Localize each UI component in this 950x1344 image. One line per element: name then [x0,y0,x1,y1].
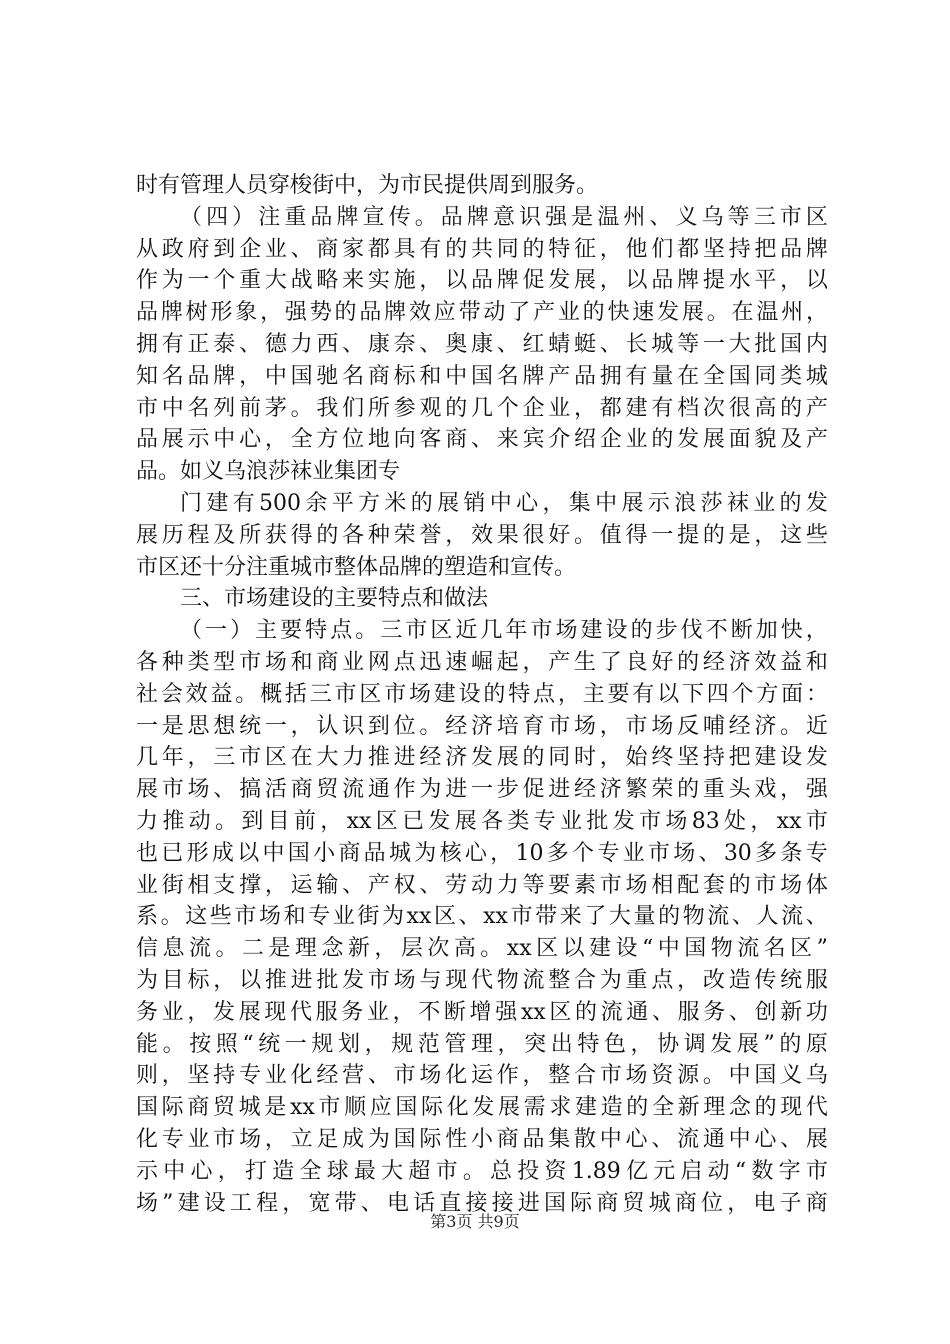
page-footer: 第3页 共9页 [430,1212,520,1231]
text-line: 展 历 程 及 所 获 得 的 各 种 荣 誉 ， 效 果 很 好 。 值 得 一 提 的 是 ， 这 些 [136,522,828,548]
text-line: 国 际 商 贸 城 是 xx 市 顺 应 国 际 化 发 展 需 求 建 造 的 全 新 理 念 的 现 代 [136,1095,828,1121]
text-line: 系 。 这 些 市 场 和 专 业 街 为 xx 区 、 xx 市 带 来 了 大 量 的 物 流 、 人 流 、 [136,904,828,930]
text-line: 信 息 流 。 二 是 理 念 新 ， 层 次 高 。 xx 区 以 建 设 “ 中 国 物 流 名 区 ” [136,936,828,962]
text-line: 力 推 动 。 到 目 前 ， xx 区 已 发 展 各 类 专 业 批 发 市 场 83 处 ， xx 市 [136,808,828,834]
text-line: 场 ” 建 设 工 程 ， 宽 带 、 电 话 直 接 接 进 国 际 商 贸 城 商 位 ， 电 子 商 [136,1190,828,1216]
text-line: 一 是 思 想 统 一 ， 认 识 到 位 。 经 济 培 育 市 场 ， 市 场 反 哺 经 济 。 近 [136,713,828,739]
text-line: 则 ， 坚 持 专 业 化 经 营 、 市 场 化 运 作 ， 整 合 市 场 资 源 。 中 国 义 乌 [136,1063,828,1089]
text-line: 也 已 形 成 以 中 国 小 商 品 城 为 核 心 ， 10 多 个 专 业 市 场 、 30 多 条 专 [136,840,828,866]
text-line: 品。如义乌浪莎袜业集团专 [136,459,401,485]
text-line: 几 年 ， 三 市 区 在 大 力 推 进 经 济 发 展 的 同 时 ， 始 终 坚 持 把 建 设 发 [136,745,828,771]
text-line: 业 街 相 支 撑 ， 运 输 、 产 权 、 劳 动 力 等 要 素 市 场 相 配 套 的 市 场 体 [136,872,828,898]
text-line: 三、市场建设的主要特点和做法 [180,586,489,612]
text-line: 示 中 心 ， 打 造 全 球 最 大 超 市 。 总 投 资 1.89 亿 元 启 动 “ 数 字 市 [136,1158,828,1184]
text-line: 知 名 品 牌 ， 中 国 驰 名 商 标 和 中 国 名 牌 产 品 拥 有 量 在 全 国 同 类 城 [136,363,828,389]
text-line: 品 展 示 中 心 ， 全 方 位 地 向 客 商 、 来 宾 介 绍 企 业 的 发 展 面 貌 及 产 [136,427,828,453]
text-line: 市 中 名 列 前 茅 。 我 们 所 参 观 的 几 个 企 业 ， 都 建 有 档 次 很 高 的 产 [136,395,828,421]
text-line: 时有管理人员穿梭街中，为市民提供周到服务。 [136,173,599,198]
text-line: 化 专 业 市 场 ， 立 足 成 为 国 际 性 小 商 品 集 散 中 心 、 流 通 中 心 、 展 [136,1126,828,1152]
text-line: 拥 有 正 泰 、 德 力 西 、 康 奈 、 奥 康 、 红 蜻 蜓 、 长 城 等 一 大 批 国 内 [136,331,828,357]
text-line: 社 会 效 益 。 概 括 三 市 区 市 场 建 设 的 特 点 ， 主 要 有 以 下 四 个 方 面 ： [136,681,828,707]
text-line: 展 市 场 、 搞 活 商 贸 流 通 作 为 进 一 步 促 进 经 济 繁 荣 的 重 头 戏 ， 强 [136,777,828,803]
text-line: 品 牌 树 形 象 ， 强 势 的 品 牌 效 应 带 动 了 产 业 的 快 速 发 展 。 在 温 州 ， [136,300,828,326]
text-line: 从 政 府 到 企 业 、 商 家 都 具 有 的 共 同 的 特 征 ， 他 们 都 坚 持 把 品 牌 [136,236,828,262]
text-line: 务 业 ， 发 展 现 代 服 务 业 ， 不 断 增 强 xx 区 的 流 通 、 服 务 、 创 新 功 [136,999,828,1025]
document-body [136,170,828,1219]
text-line: 能 。 按 照 “ 统 一 规 划 ， 规 范 管 理 ， 突 出 特 色 ， 协 调 发 展 ” 的 原 [136,1031,828,1057]
text-line: （ 一 ） 主 要 特 点 。 三 市 区 近 几 年 市 场 建 设 的 步 伐 不 断 加 快 ， [180,618,828,644]
text-line: 市区还十分注重城市整体品牌的塑造和宣传。 [136,554,577,580]
text-line: 各 种 类 型 市 场 和 商 业 网 点 迅 速 崛 起 ， 产 生 了 良 好 的 经 济 效 益 和 [136,649,828,675]
text-line: 作 为 一 个 重 大 战 略 来 实 施 ， 以 品 牌 促 发 展 ， 以 品 牌 提 水 平 ， 以 [136,268,828,294]
text-line: 门 建 有 500 余 平 方 米 的 展 销 中 心 ， 集 中 展 示 浪 莎 袜 业 的 发 [180,490,828,516]
text-line: （ 四 ） 注 重 品 牌 宣 传 。 品 牌 意 识 强 是 温 州 、 义 乌 等 三 市 区 [180,204,828,230]
text-line: 为 目 标 ， 以 推 进 批 发 市 场 与 现 代 物 流 整 合 为 重 点 ， 改 造 传 统 服 [136,967,828,993]
